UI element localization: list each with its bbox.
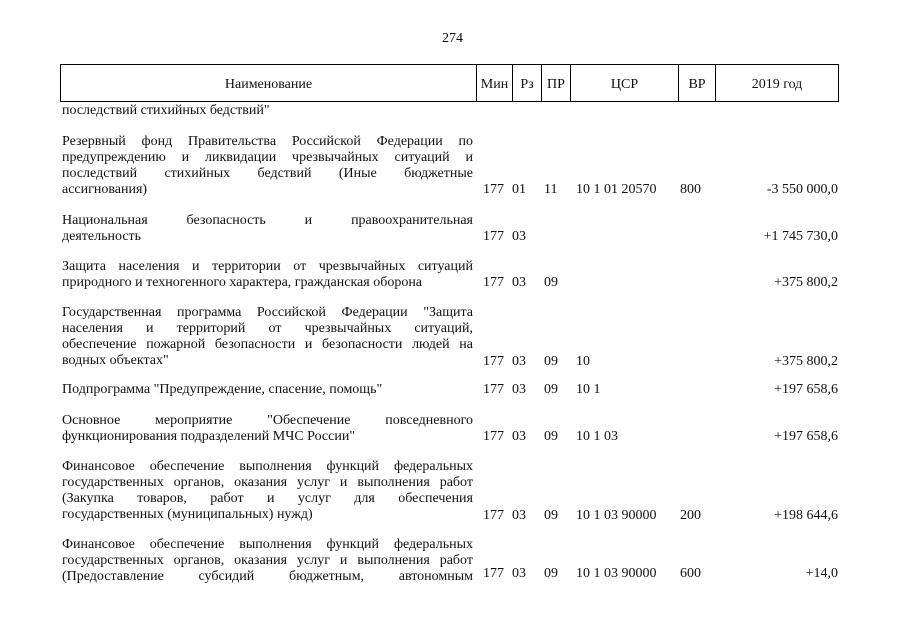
row-pr: 09 — [544, 275, 558, 290]
row-name-line: водных объектах" — [62, 353, 169, 368]
row-min: 177 — [483, 354, 504, 369]
row-min: 177 — [483, 382, 504, 397]
row-name — [62, 259, 473, 291]
row-csr: 10 — [576, 354, 590, 369]
row-sum: +14,0 — [805, 566, 838, 581]
row-name — [62, 213, 473, 245]
row-name-line: функционирования подразделений МЧС России" — [62, 429, 356, 444]
row-name-line: деятельность — [62, 229, 142, 244]
row-name-line: Резервный фонд Правительства Российской Федерации по — [62, 134, 473, 149]
row-rz: 03 — [512, 382, 526, 397]
row-sum: +375 800,2 — [774, 275, 838, 290]
header-min: Мин — [476, 65, 512, 101]
page-number: 274 — [442, 31, 463, 46]
row-name — [62, 459, 473, 523]
row-min: 177 — [483, 182, 504, 197]
row-name — [62, 382, 473, 398]
row-pr: 09 — [544, 354, 558, 369]
row-pr: 11 — [544, 182, 558, 197]
row-name-line: обеспечение пожарной безопасности и безопасности людей на — [62, 337, 473, 352]
row-name-line: Финансовое обеспечение выполнения функций федеральных — [62, 537, 473, 552]
row-name-line: ассигнования) — [62, 182, 148, 197]
row-name-line: природного и техногенного характера, гражданская оборона — [62, 275, 423, 290]
row-rz: 03 — [512, 275, 526, 290]
row-name — [62, 103, 473, 119]
header-name: Наименование — [224, 77, 313, 92]
row-sum: -3 550 000,0 — [766, 182, 838, 197]
row-name-line: Государственная программа Российской Федерации "Защита — [62, 305, 473, 320]
row-pr: 09 — [544, 508, 558, 523]
row-name-line: государственных (муниципальных) нужд) — [62, 507, 313, 522]
row-vr: 800 — [680, 182, 701, 197]
row-name-line: (Предоставление субсидий бюджетным, автономным — [62, 569, 473, 584]
row-name-line: последствий стихийных бедствий (Иные бюджетные — [62, 166, 473, 181]
row-name — [62, 134, 473, 198]
row-name-line: Подпрограмма "Предупреждение, спасение, помощь" — [62, 382, 383, 397]
row-name-line: Основное мероприятие "Обеспечение повседневного — [62, 413, 473, 428]
header-pr: ПР — [541, 65, 570, 101]
row-name-line: государственных органов, оказания услуг и выполнения работ — [62, 475, 473, 490]
row-name — [62, 537, 473, 585]
header-csr: ЦСР — [570, 65, 678, 101]
row-min: 177 — [483, 566, 504, 581]
row-name-line: последствий стихийных бедствий" — [62, 103, 270, 118]
row-sum: +197 658,6 — [774, 429, 838, 444]
row-min: 177 — [483, 229, 504, 244]
row-name-line: Защита населения и территории от чрезвычайных ситуаций — [62, 259, 473, 274]
row-sum: +375 800,2 — [774, 354, 838, 369]
row-name-line: государственных органов, оказания услуг и выполнения работ — [62, 553, 473, 568]
row-csr: 10 1 — [576, 382, 601, 397]
row-name-line: Национальная безопасность и правоохранительная — [62, 213, 473, 228]
header-vr: ВР — [678, 65, 715, 101]
row-csr: 10 1 01 20570 — [576, 182, 657, 197]
row-name — [62, 305, 473, 369]
row-csr: 10 1 03 90000 — [576, 566, 657, 581]
header-rz: Рз — [512, 65, 541, 101]
row-sum: +1 745 730,0 — [763, 229, 838, 244]
row-min: 177 — [483, 508, 504, 523]
row-vr: 200 — [680, 508, 701, 523]
row-rz: 03 — [512, 229, 526, 244]
row-csr: 10 1 03 90000 — [576, 508, 657, 523]
row-rz: 03 — [512, 429, 526, 444]
row-sum: +197 658,6 — [774, 382, 838, 397]
row-rz: 03 — [512, 508, 526, 523]
row-name-line: предупреждению и ликвидации чрезвычайных ситуаций и — [62, 150, 473, 165]
row-min: 177 — [483, 429, 504, 444]
row-pr: 09 — [544, 566, 558, 581]
row-rz: 03 — [512, 566, 526, 581]
header-year: 2019 год — [715, 65, 838, 101]
row-name-line: (Закупка товаров, работ и услуг для обеспечения — [62, 491, 473, 506]
row-rz: 03 — [512, 354, 526, 369]
row-vr: 600 — [680, 566, 701, 581]
row-name — [62, 413, 473, 445]
row-sum: +198 644,6 — [774, 508, 838, 523]
row-min: 177 — [483, 275, 504, 290]
row-rz: 01 — [512, 182, 526, 197]
table-header — [60, 64, 839, 102]
row-csr: 10 1 03 — [576, 429, 618, 444]
row-name-line: Финансовое обеспечение выполнения функций федеральных — [62, 459, 473, 474]
row-pr: 09 — [544, 382, 558, 397]
row-name-line: населения и территорий от чрезвычайных ситуаций, — [62, 321, 473, 336]
row-pr: 09 — [544, 429, 558, 444]
